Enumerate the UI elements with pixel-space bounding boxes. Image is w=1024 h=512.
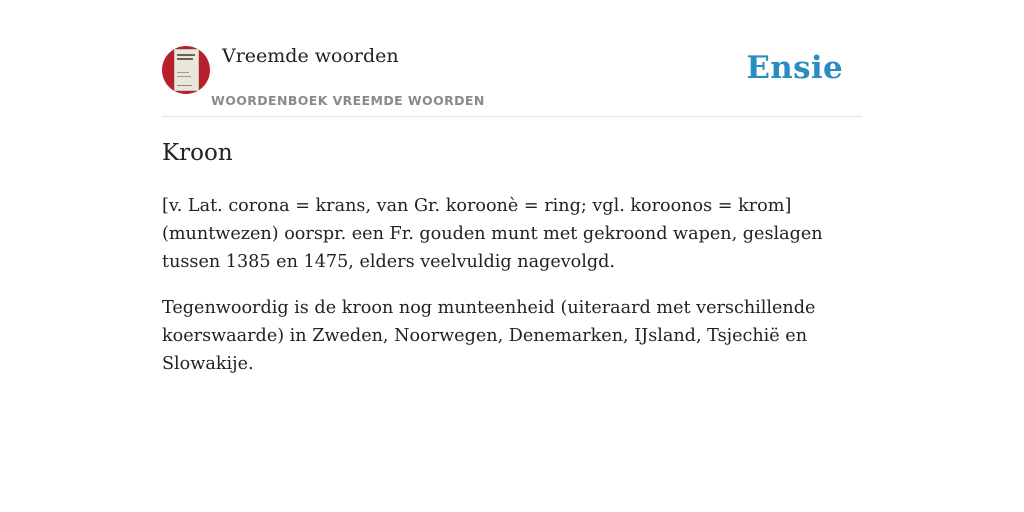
entry-definition <box>162 192 862 396</box>
book-cover <box>174 49 199 91</box>
entry-term: Kroon <box>162 140 233 166</box>
definition-paragraph: [v. Lat. corona = krans, van Gr. koroonè = ring; vgl. koroonos = krom] (muntwezen) oorspr. een Fr. gouden munt met gekroond wapen, geslagen tussen 1385 en 1475, elders veelvuldig nagevolgd. <box>162 196 823 272</box>
entry-card <box>162 0 862 512</box>
book-cover-icon[interactable] <box>162 46 210 94</box>
source-subtitle: WOORDENBOEK VREEMDE WOORDEN <box>211 93 485 108</box>
source-title-link[interactable]: Vreemde woorden <box>222 45 399 67</box>
entry-header <box>162 0 862 117</box>
definition-paragraph: Tegenwoordig is de kroon nog munteenheid (uiteraard met verschillende koerswaarde) in Zweden, Noorwegen, Denemarken, IJsland, Tsjechië en Slowakije. <box>162 298 816 374</box>
brand-logo[interactable]: Ensie <box>746 50 843 86</box>
